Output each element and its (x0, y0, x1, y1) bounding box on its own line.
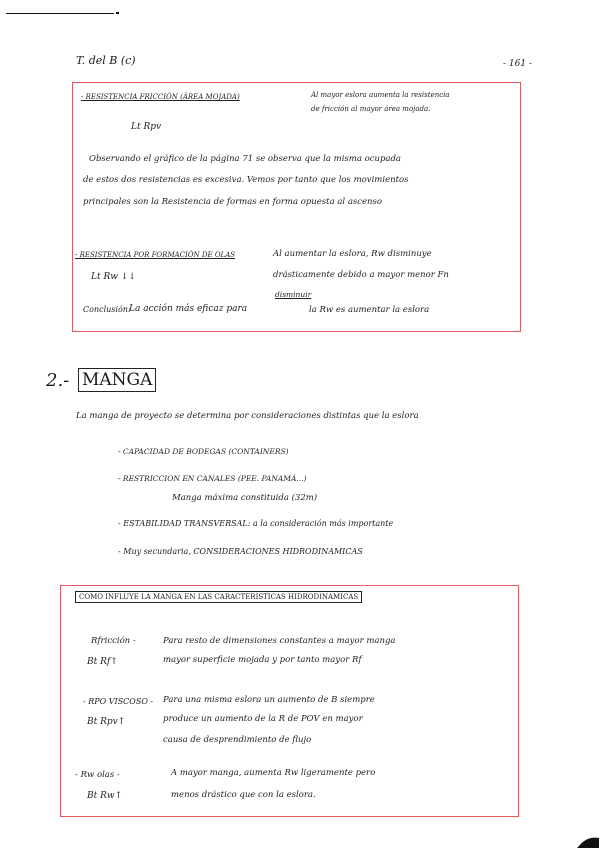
item-waves-label: - RESISTENCIA POR FORMACIÓN DE OLAS (75, 251, 236, 259)
section-intro: La manga de proyecto se determina por consideraciones distintas que la eslora (76, 411, 419, 421)
item-waves-formula: Lt Rw ↓↓ (91, 272, 136, 282)
paragraph-line-2: de estos dos resistencias es excesiva. Vemos por tanto que los movimientos (83, 175, 409, 185)
item-waves-note-2: drásticamente debido a mayor menor Fn (273, 270, 449, 280)
item-friction-formula: Lt Rpv (131, 122, 162, 132)
notes-box-length (72, 82, 521, 332)
paragraph-line-1: Observando el gráfico de la página 71 se observa que la misma ocupada (89, 154, 401, 164)
notes-box-beam (60, 585, 519, 817)
conclusion-text: La acción más eficaz para (129, 304, 248, 314)
viscous-text-2: produce un aumento de la R de POV en mayor (163, 714, 363, 724)
waves-formula: Bt Rw↑ (87, 791, 123, 801)
viscous-label: - RPO VISCOSO - (83, 697, 154, 706)
friction-formula: Bt Rf↑ (87, 657, 118, 667)
paragraph-line-3: principales son la Resistencia de formas en forma opuesta al ascenso (83, 197, 383, 207)
page-number: - 161 - (503, 59, 532, 69)
top-rule-tick (116, 12, 119, 14)
section-number: 2.- (46, 370, 70, 391)
box-heading: COMO INFLUYE LA MANGA EN LAS CARACTERISTICAS HIDRODINAMICAS (75, 591, 362, 603)
item-friction-note-2: de fricción al mayor área mojada. (311, 105, 431, 113)
bullet-channels-detail: Manga máxima constituida (32m) (172, 493, 318, 503)
viscous-formula: Bt Rpv↑ (87, 717, 126, 727)
conclusion-insert: disminuir (275, 290, 312, 299)
item-friction-label: - RESISTENCIA FRICCIÓN (ÁREA MOJADA) (81, 93, 240, 101)
item-waves-note-1: Al aumentar la eslora, Rw disminuye (273, 249, 432, 259)
corner-ink-mark (571, 830, 601, 848)
waves-label: - Rw olas - (75, 770, 120, 780)
friction-text-2: mayor superficie mojada y por tanto mayor Rf (163, 655, 362, 665)
waves-text-1: A mayor manga, aumenta Rw ligeramente pero (171, 768, 376, 778)
bullet-capacity: - CAPACIDAD DE BODEGAS (CONTAINERS) (118, 447, 289, 456)
bullet-stability: - ESTABILIDAD TRANSVERSAL: a la consideración más importante (118, 519, 394, 528)
friction-text-1: Para resto de dimensiones constantes a mayor manga (163, 636, 396, 646)
friction-label: Rfricción - (91, 636, 136, 646)
section-title: MANGA (78, 368, 156, 392)
page-title: T. del B (c) (76, 54, 136, 67)
bullet-channels: - RESTRICCION EN CANALES (PEE. PANAMÁ...) (118, 474, 307, 483)
viscous-text-3: causa de desprendimiento de flujo (163, 735, 312, 745)
conclusion-end: la Rw es aumentar la eslora (309, 305, 430, 315)
waves-text-2: menos drástico que con la eslora. (171, 790, 316, 800)
conclusion-prefix: Conclusión: (83, 305, 131, 314)
item-friction-note-1: Al mayor eslora aumenta la resistencia (311, 91, 450, 99)
bullet-hydrodynamic: - Muy secundaria, CONSIDERACIONES HIDRODINAMICAS (118, 547, 363, 556)
viscous-text-1: Para una misma eslora un aumento de B siempre (163, 695, 375, 705)
top-rule (6, 13, 114, 14)
